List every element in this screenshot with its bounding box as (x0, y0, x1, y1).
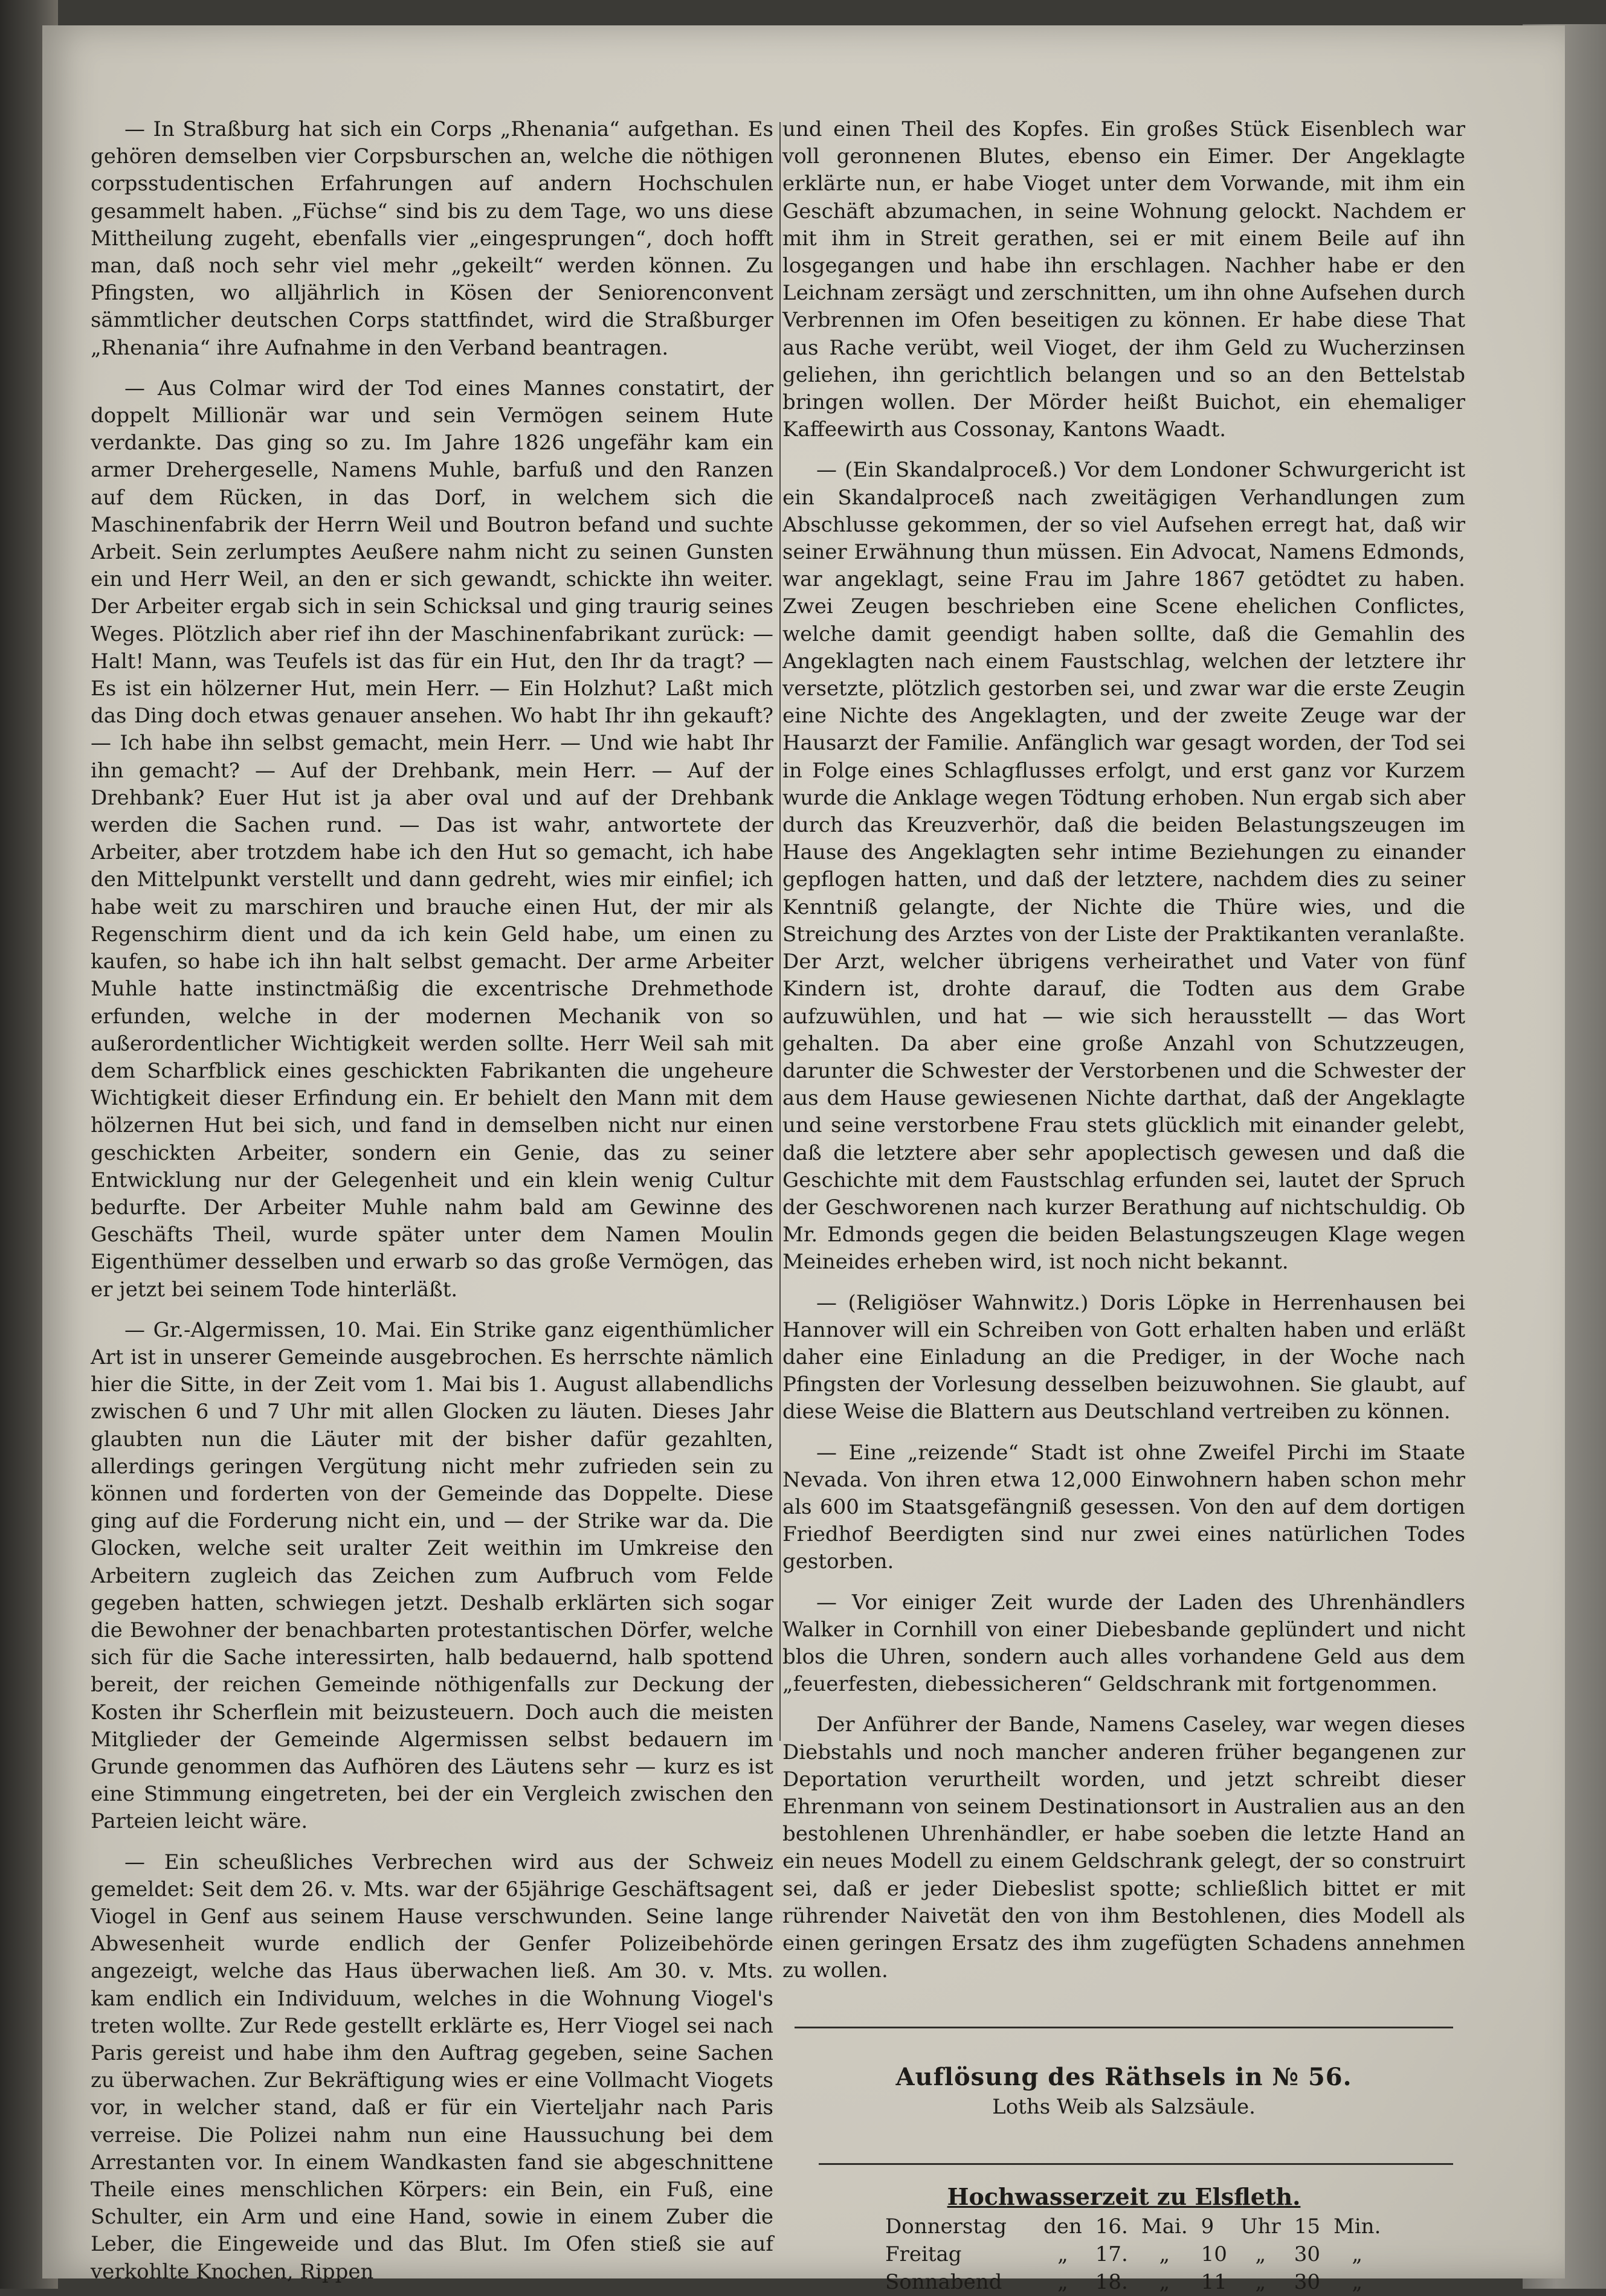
article-algermissen: — Gr.-Algermissen, 10. Mai. Ein Strike ganz eigenthümlicher Art ist in unserer Gemeinde ausgebrochen. Es herrschte nämlich hier die Sitte, in der Zeit vom 1. Mai bis 1. August allabendlichs zwischen 6 und 7 Uhr mit allen Glocken zu läuten. Dieses Jahr glaubten nun die Läuter mit der bisher dafür gezahlten, allerdings geringen Vergütung nicht mehr zufrieden sein zu können und forderten von der Gemeinde das Doppelte. Diese ging auf die Forderung nicht ein, und — der Strike war da. Die Glocken, welche seit uralter Zeit weithin im Umkreise den Arbeitern zugleich das Zeichen zum Aufbruch vom Felde gegeben hatten, schwiegen jetzt. Deshalb erklärten sich sogar die Bewohner der benachbarten protestantischen Dörfer, welche sich für die Sache interessirten, halb bedauernd, halb spottend bereit, der reichen Gemeinde nöthigenfalls zur Deckung der Kosten ihr Scherflein mit beizusteuern. Doch auch die meisten Mitglieder der Gemeinde Algermissen selbst bedauern im Grunde genommen das Aufhören des Läutens sehr — kurz es ist eine Stimmung eingetreten, bei der ein Vergleich zwischen den Parteien leicht wäre. (91, 1317, 773, 1834)
table-row (885, 2240, 1394, 2268)
tide-unit: „ (1352, 2242, 1363, 2267)
riddle-solution-text: Loths Weib als Salzsäule. (992, 2094, 1256, 2119)
tide-table-title: Hochwasserzeit zu Elsfleth. (947, 2182, 1301, 2210)
tide-min: 15 (1294, 2214, 1320, 2239)
article-walker-cornhill: — Vor einiger Zeit wurde der Laden des Uhrenhändlers Walker in Cornhill von einer Diebesbande geplündert und nicht blos die Uhren, sondern auch alles vorhandene Geld aus dem „feuerfesten, diebessicheren“ Geldschrank mit fortgenommen. (782, 1590, 1465, 1697)
newspaper-page (42, 25, 1565, 2295)
tide-day: Donnerstag (885, 2214, 1007, 2239)
article-caseley: Der Anführer der Bande, Namens Caseley, war wegen dieses Diebstahls und noch mancher anderen früher begangenen zur Deportation verurtheilt worden, und jetzt schreibt dieser Ehrenmann von seinem Destinationsort in Australien aus an den bestohlenen Uhrenhändler, er habe soeben die letzte Hand an ein neues Modell zu einem Geldschrank gelegt, der so construirt sei, daß er jeder Diebeslist spotte; schließlich bittet er mit rührender Naivetät den von ihm Bestohlenen, dies Modell als einen geringen Ersatz des ihm zugefügten Schadens annehmen zu wollen. (782, 1712, 1465, 1983)
tide-prep: „ (1057, 2242, 1068, 2267)
tide-hour: 10 (1201, 2242, 1227, 2267)
tide-prep: „ (1057, 2270, 1068, 2295)
table-row (885, 2268, 1394, 2296)
separator-rule (795, 2027, 1453, 2028)
tide-hour: 9 (1201, 2214, 1214, 2239)
tide-month: „ (1159, 2270, 1170, 2295)
table-row (885, 2213, 1394, 2240)
article-rhenania: — In Straßburg hat sich ein Corps „Rhenania“ aufgethan. Es gehören demselben vier Corpsburschen an, welche die nöthigen corpsstudentischen Erfahrungen auf andern Hochschulen gesammelt haben. „Füchse“ sind bis zu dem Tage, wo uns diese Mittheilung zugeht, ebenfalls vier „eingesprungen“, doch hofft man, daß noch sehr viel mehr „gekeilt“ werden können. Zu Pfingsten, wo alljährlich in Kösen der Seniorenconvent sämmtlicher deutschen Corps stattfindet, wird die Straßburger „Rhenania“ ihre Aufnahme in den Verband beantragen. (91, 117, 773, 360)
tide-date: 16. (1095, 2214, 1128, 2239)
article-crime-geneva: — Ein scheußliches Verbrechen wird aus der Schweiz gemeldet: Seit dem 26. v. Mts. war der 65jährige Geschäftsagent Viogel in Genf aus seinem Hause verschwunden. Seine lange Abwesenheit wurde endlich der Genfer Polizeibehörde angezeigt, welche das Haus überwachen ließ. Am 30. v. Mts. kam endlich ein Individuum, welches in die Wohnung Viogel's treten wollte. Zur Rede gestellt erklärte es, Herr Viogel sei nach Paris gereist und habe ihm den Auftrag gegeben, seine Sachen zu überwachen. Zur Bekräftigung wies er eine Vollmacht Viogets vor, in welcher stand, daß er für ein Vierteljahr nach Paris verreise. Die Polizei nahm nun eine Haussuchung bei dem Arrestanten vor. In einem Wandkasten fand sie abgeschnittene Theile eines menschlichen Körpers: ein Bein, ein Fuß, eine Schulter, ein Arm und eine Hand, sowie in einem Zuber die Leber, die Eingeweide und das Blut. Im Ofen stieß sie auf verkohlte Knochen, Rippen (91, 1850, 773, 2284)
article-religioeser-wahnwitz: — (Religiöser Wahnwitz.) Doris Löpke in Herrenhausen bei Hannover will ein Schreiben von Gott erhalten haben und erläßt daher eine Einladung an die Prediger, in der Woche nach Pfingsten der Vorlesung desselben beizuwohnen. Sie glaubt, auf diese Weise die Blattern aus Deutschland vertreiben zu können. (782, 1290, 1465, 1424)
right-column (782, 116, 1465, 2296)
article-colmar: — Aus Colmar wird der Tod eines Mannes constatirt, der doppelt Millionär war und sein Vermögen seinem Hute verdankte. Das ging so zu. Im Jahre 1826 ungefähr kam ein armer Drehergeselle, Namens Muhle, barfuß und den Ranzen auf dem Rücken, in das Dorf, in welchem sich die Maschinenfabrik der Herrn Weil und Boutron befand und suchte Arbeit. Sein zerlumptes Aeußere nahm nicht zu seinen Gunsten ein und Herr Weil, an den er sich gewandt, schickte ihn weiter. Der Arbeiter ergab sich in sein Schicksal und ging traurig seines Weges. Plötzlich aber rief ihn der Maschinenfabrikant zurück: — Halt! Mann, was Teufels ist das für ein Hut, den Ihr da tragt? — Es ist ein hölzerner Hut, mein Herr. — Ein Holzhut? Laßt mich das Ding doch etwas genauer ansehen. Wo habt Ihr ihn gekauft? — Ich habe ihn selbst gemacht, mein Herr. — Und wie habt Ihr ihn gemacht? — Auf der Drehbank, mein Herr. — Auf der Drehbank? Euer Hut ist ja aber oval und auf der Drehbank werden die Sachen rund. — Das ist wahr, antwortete der Arbeiter, aber trotzdem habe ich den Hut so gemacht, ich habe den Mittelpunkt verstellt und dann gedreht, wies mir einfiel; ich habe weit zu marschiren und brauche einen Hut, der mir als Regenschirm dient und da ich kein Geld habe, um einen zu kaufen, so habe ich ihn halt selbst gemacht. Der arme Arbeiter Muhle hatte instinctmäßig die excentrische Drehmethode erfunden, welche in der modernen Mechanik von so außerordentlicher Wichtigkeit werden sollte. Herr Weil sah mit dem Scharfblick eines geschickten Fabrikanten die ungeheure Wichtigkeit dieser Erfindung ein. Er behielt den Mann mit dem hölzernen Hut bei sich, und fand in demselben nicht nur einen geschickten Arbeiter, sondern ein Genie, das zu seiner Entwicklung nur der Gelegenheit und ein klein wenig Cultur bedurfte. Der Arbeiter Muhle nahm bald am Gewinne des Geschäfts Theil, wurde später unter dem Namen Moulin Eigenthümer desselben und erwarb so das große Vermögen, das er jetzt bei seinem Tode hinterläßt. (91, 376, 773, 1302)
tide-hour: 11 (1201, 2270, 1227, 2295)
tide-uhr: „ (1255, 2242, 1266, 2267)
article-crime-geneva-continued: und einen Theil des Kopfes. Ein großes Stück Eisenblech war voll geronnenen Blutes, ebenso ein Eimer. Der Angeklagte erklärte nun, er habe Vioget unter dem Vorwande, mit ihm ein Geschäft abzumachen, in seine Wohnung gelockt. Nachdem er mit ihm in Streit gerathen, sei er mit einem Beile auf ihn losgegangen und habe ihn erschlagen. Nachher habe er den Leichnam zersägt und zerschnitten, um ihn ohne Aufsehen durch Verbrennen im Ofen beseitigen zu können. Er habe diese That aus Rache verübt, weil Vioget, der ihm Geld zu Wucherzinsen geliehen, ihn gerichtlich belangen und so an den Bettelstab bringen wollen. Der Mörder heißt Buichot, ein ehemaliger Kaffeewirth aus Cossonay, Kantons Waadt. (782, 117, 1465, 442)
tide-day: Sonnabend (885, 2270, 1002, 2295)
tide-prep: den (1043, 2214, 1082, 2239)
separator-rule-2 (819, 2163, 1453, 2165)
tide-date: 17. (1095, 2242, 1128, 2267)
tide-uhr: „ (1255, 2270, 1266, 2295)
tide-month: „ (1159, 2242, 1170, 2267)
tide-unit: Min. (1333, 2214, 1381, 2239)
tide-uhr: Uhr (1240, 2214, 1281, 2239)
article-skandalprocess: — (Ein Skandalproceß.) Vor dem Londoner Schwurgericht ist ein Skandalproceß nach zweitägigen Verhandlungen zum Abschlusse gekommen, der so viel Aufsehen erregt hat, daß wir seiner Erwähnung thun müssen. Ein Advocat, Namens Edmonds, war angeklagt, seine Frau im Jahre 1867 getödtet zu haben. Zwei Zeugen beschrieben eine Scene ehelichen Conflictes, welche damit geendigt haben sollte, daß die Gemahlin des Angeklagten nach einem Faustschlag, welchen der letztere ihr versetzte, plötzlich gestorben sei, und zwar war die erste Zeugin eine Nichte des Angeklagten, und der zweite Zeuge war der Hausarzt der Familie. Anfänglich war gesagt worden, der Tod sei in Folge eines Schlagflusses erfolgt, und erst ganz vor Kurzem wurde die Anklage wegen Tödtung erhoben. Nun ergab sich aber durch das Kreuzverhör, daß die beiden Belastungszeugen im Hause des Angeklagten sehr intime Beziehungen zu einander gepflogen hatten, und daß der letztere, nachdem dies zu seiner Kenntniß gelangte, der Nichte die Thüre wies, und die Streichung des Arztes von der Liste der Praktikanten veranlaßte. Der Arzt, welcher übrigens verheirathet und Vater von fünf Kindern ist, drohte darauf, die Todten aus dem Grabe aufzuwühlen, und hat — wie sich herausstellt — das Wort gehalten. Da aber eine große Anzahl von Schutzzeugen, darunter die Schwester der Verstorbenen und die Schwester der aus dem Hause gewiesenen Nichte darthat, daß der Angeklagte und seine verstorbene Frau stets glücklich mit einander gelebt, daß die letztere aber sehr apoplectisch gewesen und daß die Geschichte mit dem Faustschlag erfunden sei, lautet der Spruch der Geschworenen nach kurzer Berathung auf nichtschuldig. Ob Mr. Edmonds gegen die beiden Belastungszeugen Klage wegen Meineides erheben wird, ist noch nicht bekannt. (782, 458, 1465, 1275)
tide-date: 18. (1095, 2270, 1128, 2295)
left-column (91, 116, 773, 2286)
tide-min: 30 (1294, 2270, 1320, 2295)
tide-unit: „ (1352, 2270, 1363, 2295)
tide-day: Freitag (885, 2242, 962, 2267)
tide-month: Mai. (1141, 2214, 1188, 2239)
column-divider (779, 122, 781, 1741)
tide-min: 30 (1294, 2242, 1320, 2267)
riddle-solution-title: Auflösung des Räthsels in № 56. (895, 2063, 1352, 2092)
tide-table (885, 2213, 1394, 2296)
article-pirchi-nevada: — Eine „reizende“ Stadt ist ohne Zweifel Pirchi im Staate Nevada. Von ihren etwa 12,000 Einwohnern haben schon mehr als 600 im Staatsgefängniß gesessen. Von den auf dem dortigen Friedhof Beerdigten sind nur zwei eines natürlichen Todes gestorben. (782, 1440, 1465, 1574)
